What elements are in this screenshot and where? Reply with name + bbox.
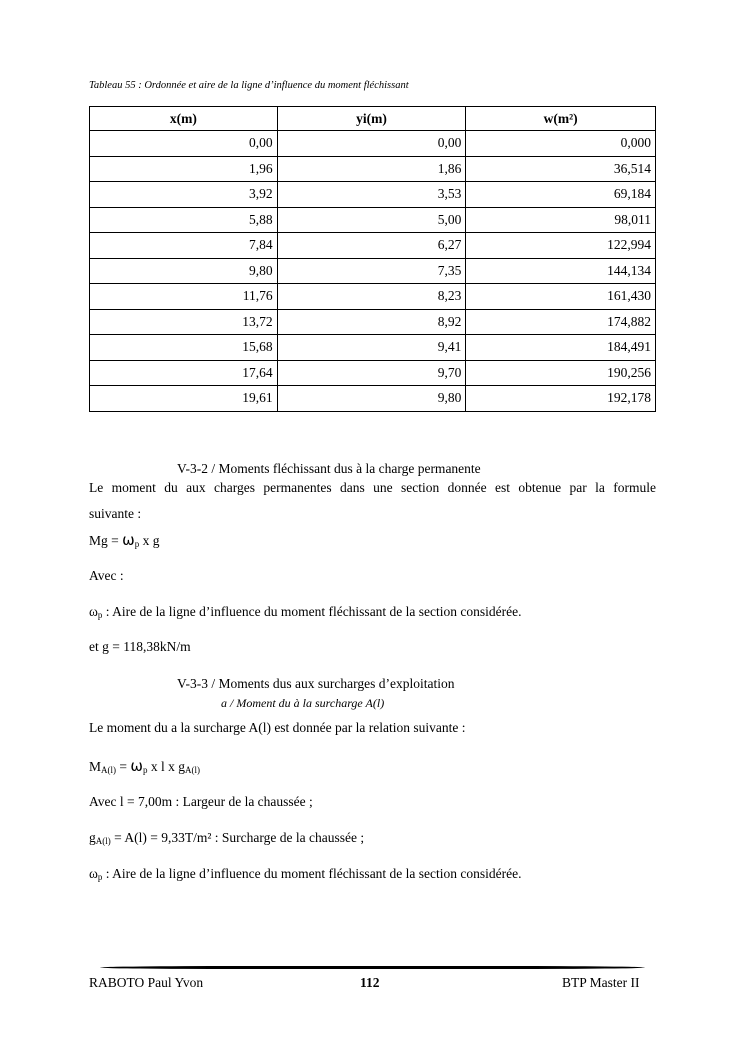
cell-yi: 9,70	[277, 360, 466, 386]
cell-yi: 9,41	[277, 335, 466, 361]
table-row	[90, 233, 656, 259]
cell-x: 15,68	[90, 335, 278, 361]
cell-x: 19,61	[90, 386, 278, 412]
omega-definition-text: : Aire de la ligne d’influence du moment fléchissant de la section considérée.	[102, 866, 522, 881]
formula-mg-rhs: x g	[139, 533, 160, 548]
cell-x: 17,64	[90, 360, 278, 386]
v32-omega-definition	[89, 604, 522, 620]
cell-yi: 8,92	[277, 309, 466, 335]
table-row	[90, 284, 656, 310]
table-row	[90, 131, 656, 157]
cell-w: 69,184	[466, 182, 656, 208]
formula-mal	[89, 757, 200, 775]
cell-w: 98,011	[466, 207, 656, 233]
formula-m: M	[89, 759, 102, 774]
v33-intro: Le moment du a la surcharge A(l) est donnée par la relation suivante :	[89, 720, 466, 735]
omega-definition-text: : Aire de la ligne d’influence du moment fléchissant de la section considérée.	[102, 604, 522, 619]
cell-w: 0,000	[466, 131, 656, 157]
omega-symbol: ω	[122, 531, 135, 549]
g-symbol: g	[89, 830, 96, 845]
omega-symbol: ω	[130, 757, 143, 775]
cell-yi: 0,00	[277, 131, 466, 157]
cell-w: 184,491	[466, 335, 656, 361]
table-row	[90, 156, 656, 182]
footer-author: RABOTO Paul Yvon	[89, 975, 204, 990]
cell-yi: 8,23	[277, 284, 466, 310]
cell-x: 1,96	[90, 156, 278, 182]
omega-subscript: p	[142, 765, 148, 775]
table-caption: Tableau 55 : Ordonnée et aire de la ligne d’influence du moment fléchissant	[89, 80, 409, 91]
cell-x: 11,76	[90, 284, 278, 310]
table-row	[90, 207, 656, 233]
v32-g-value: et g = 118,38kN/m	[89, 639, 191, 654]
footer-program: BTP Master II	[562, 975, 640, 990]
formula-mid: x l x g	[147, 759, 185, 774]
table-row	[90, 258, 656, 284]
cell-yi: 6,27	[277, 233, 466, 259]
cell-w: 161,430	[466, 284, 656, 310]
g-subscript: A(l)	[95, 836, 111, 846]
v33-avec-l: Avec l = 7,00m : Largeur de la chaussée ;	[89, 794, 313, 809]
section-heading-v33: V-3-3 / Moments dus aux surcharges d’exploitation	[177, 676, 455, 691]
header-w: w(m²)	[466, 107, 656, 131]
v32-avec: Avec :	[89, 568, 124, 583]
formula-m-subscript: A(l)	[101, 765, 117, 775]
subheading-a: a / Moment du à la surcharge A(l)	[221, 696, 385, 710]
cell-yi: 1,86	[277, 156, 466, 182]
cell-w: 190,256	[466, 360, 656, 386]
cell-x: 9,80	[90, 258, 278, 284]
formula-mg	[89, 531, 159, 549]
cell-w: 144,134	[466, 258, 656, 284]
footer-rule	[100, 966, 645, 969]
table-row	[90, 309, 656, 335]
cell-yi: 7,35	[277, 258, 466, 284]
omega-symbol: ω	[89, 866, 98, 881]
cell-w: 122,994	[466, 233, 656, 259]
influence-line-table	[89, 106, 656, 412]
v33-omega-definition	[89, 866, 522, 882]
v32-intro-line1: Le moment du aux charges permanentes dans une section donnée est obtenue par la formule	[89, 480, 656, 495]
cell-x: 5,88	[90, 207, 278, 233]
cell-w: 192,178	[466, 386, 656, 412]
table-row	[90, 386, 656, 412]
omega-subscript: p	[97, 610, 103, 620]
cell-x: 7,84	[90, 233, 278, 259]
v32-intro-line2: suivante :	[89, 506, 142, 521]
g-definition-text: = A(l) = 9,33T/m² : Surcharge de la chaussée ;	[110, 830, 365, 845]
formula-equals: =	[116, 759, 131, 774]
cell-yi: 9,80	[277, 386, 466, 412]
section-heading-v32: V-3-2 / Moments fléchissant dus à la charge permanente	[177, 461, 481, 476]
cell-x: 13,72	[90, 309, 278, 335]
formula-g-subscript: A(l)	[184, 765, 200, 775]
cell-x: 0,00	[90, 131, 278, 157]
footer-page-number: 112	[360, 975, 380, 990]
cell-yi: 3,53	[277, 182, 466, 208]
v33-g-definition	[89, 830, 364, 846]
table-row	[90, 360, 656, 386]
table-row	[90, 182, 656, 208]
omega-subscript: p	[134, 539, 140, 549]
cell-w: 174,882	[466, 309, 656, 335]
table-header-row	[90, 107, 656, 131]
omega-symbol: ω	[89, 604, 98, 619]
cell-w: 36,514	[466, 156, 656, 182]
cell-x: 3,92	[90, 182, 278, 208]
cell-yi: 5,00	[277, 207, 466, 233]
table-row	[90, 335, 656, 361]
header-yi: yi(m)	[277, 107, 466, 131]
formula-mg-lhs: Mg =	[89, 533, 123, 548]
header-x: x(m)	[90, 107, 278, 131]
omega-subscript: p	[97, 872, 103, 882]
